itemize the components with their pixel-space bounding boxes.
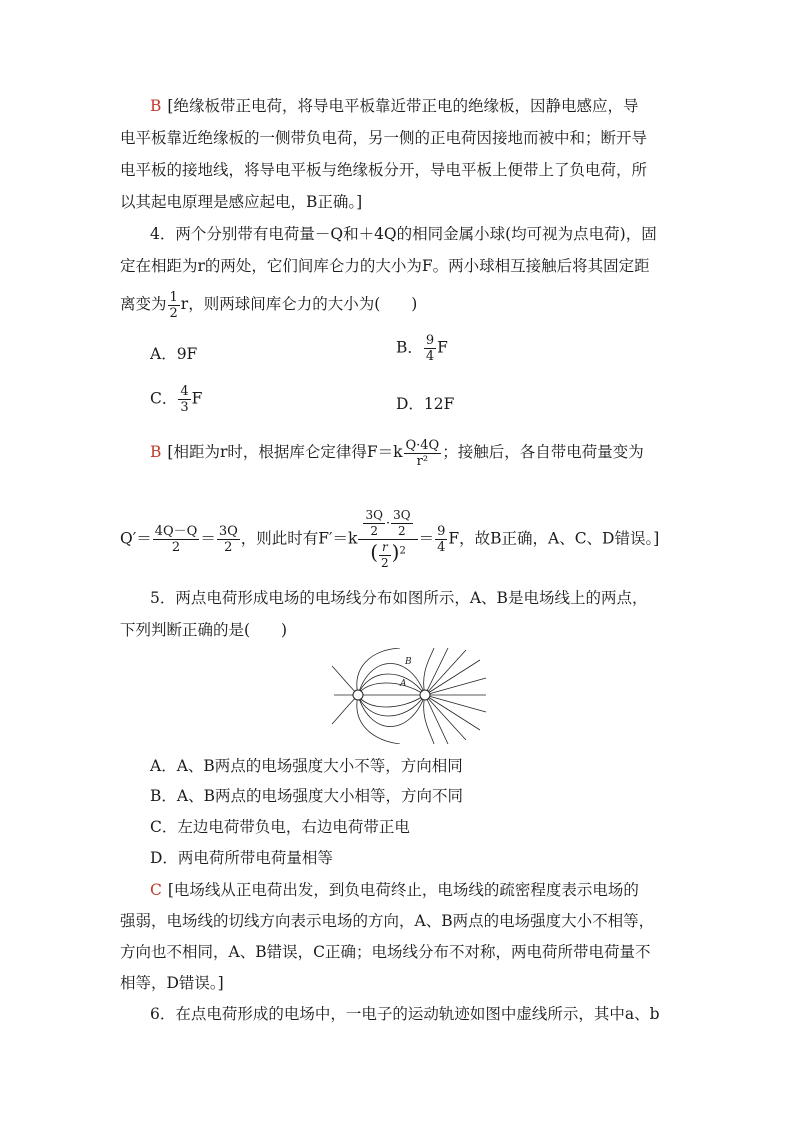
q4-option-d[interactable]: D．12F — [396, 395, 455, 413]
q3-answer-line3: 电平板的接地线，将导电平板与绝缘板分开，导电平板上便带上了负电荷，所 — [120, 161, 648, 179]
q3-answer-line4: 以其起电原理是感应起电，B正确。] — [120, 193, 363, 211]
q4-stem-line3: 离变为 $\frac{1}{2}$ r，则两球间库仑力的大小为( ) — [120, 289, 418, 321]
q5-answer-line3: 方向也不相同，A、B错误，C正确；电场线分布不对称，两电荷所带电荷量不 — [120, 943, 651, 961]
q6-stem-line1: 6．在点电荷形成的电场中，一电子的运动轨迹如图中虚线所示，其中a、b — [150, 1005, 660, 1023]
answer-letter: B — [150, 97, 162, 115]
left-charge — [353, 690, 363, 700]
q4-option-a[interactable]: A．9F — [150, 345, 198, 363]
q5-option-a[interactable]: A．A、B两点的电场强度大小不等，方向相同 — [150, 757, 463, 775]
answer-letter: B — [150, 443, 162, 461]
right-charge — [420, 690, 430, 700]
q5-option-c[interactable]: C．左边电荷带负电，右边电荷带正电 — [150, 818, 410, 836]
q5-option-d[interactable]: D．两电荷所带电荷量相等 — [150, 849, 333, 867]
q4-option-c[interactable]: C． $\frac{4}{3}$ F — [150, 384, 203, 415]
point-b-label: B — [405, 657, 412, 667]
q4-answer-line2: Q′＝ $\frac{4Q-Q}{2}$ ＝ $\frac{3Q}{2}$ ，则此时有F′＝k $\frac{3Q}{2}$ · $\frac{3Q}{2}$ ( $\frac{r}{2}$ )$^2$ ＝ $\frac{9}{4}$ F，故B正确，A、C、D错误。] — [120, 508, 660, 570]
q5-answer-line2: 强弱，电场线的切线方向表示电场的方向，A、B两点的电场强度大小不相等， — [120, 912, 655, 930]
point-a-label: A — [400, 679, 407, 689]
q4-stem-line2: 定在相距为r的两处，它们间库仑力的大小为F。两小球相互接触后将其固定距 — [120, 257, 650, 275]
q3-answer-line1: B [绝缘板带正电荷，将导电平板靠近带正电的绝缘板，因静电感应，导 — [150, 97, 639, 115]
q4-stem-line1: 4．两个分别带有电荷量－Q和＋4Q的相同金属小球(均可视为点电荷)，固 — [150, 225, 657, 243]
q5-stem-line2: 下列判断正确的是( ) — [120, 621, 288, 639]
q5-stem-line1: 5．两点电荷形成电场的电场线分布如图所示，A、B是电场线上的两点， — [150, 589, 648, 607]
coulomb-fraction: $\frac{3Q}{2}$ · $\frac{3Q}{2}$ ( $\frac{r}{2}$ )$^2$ — [358, 508, 417, 571]
q3-answer-line2: 电平板靠近绝缘板的一侧带负电荷，另一侧的正电荷因接地而被中和；断开导 — [120, 129, 648, 147]
q5-answer-line4: 相等，D错误。] — [120, 974, 224, 992]
electric-field-line-figure — [330, 648, 490, 744]
q5-option-b[interactable]: B．A、B两点的电场强度大小相等，方向不同 — [150, 787, 463, 805]
fraction: $\frac{1}{2}$ — [169, 289, 178, 321]
q5-answer-line1: C [电场线从正电荷出发，到负电荷终止，电场线的疏密程度表示电场的 — [150, 881, 639, 899]
q4-answer-line1: B [相距为r时，根据库仑定律得F＝k $\frac{Q\cdot 4Q}{\text{r²}}$ ；接触后，各自带电荷量变为 — [150, 437, 644, 469]
q4-option-b[interactable]: B． $\frac{9}{4}$ F — [396, 333, 448, 364]
answer-letter: C — [150, 881, 162, 899]
